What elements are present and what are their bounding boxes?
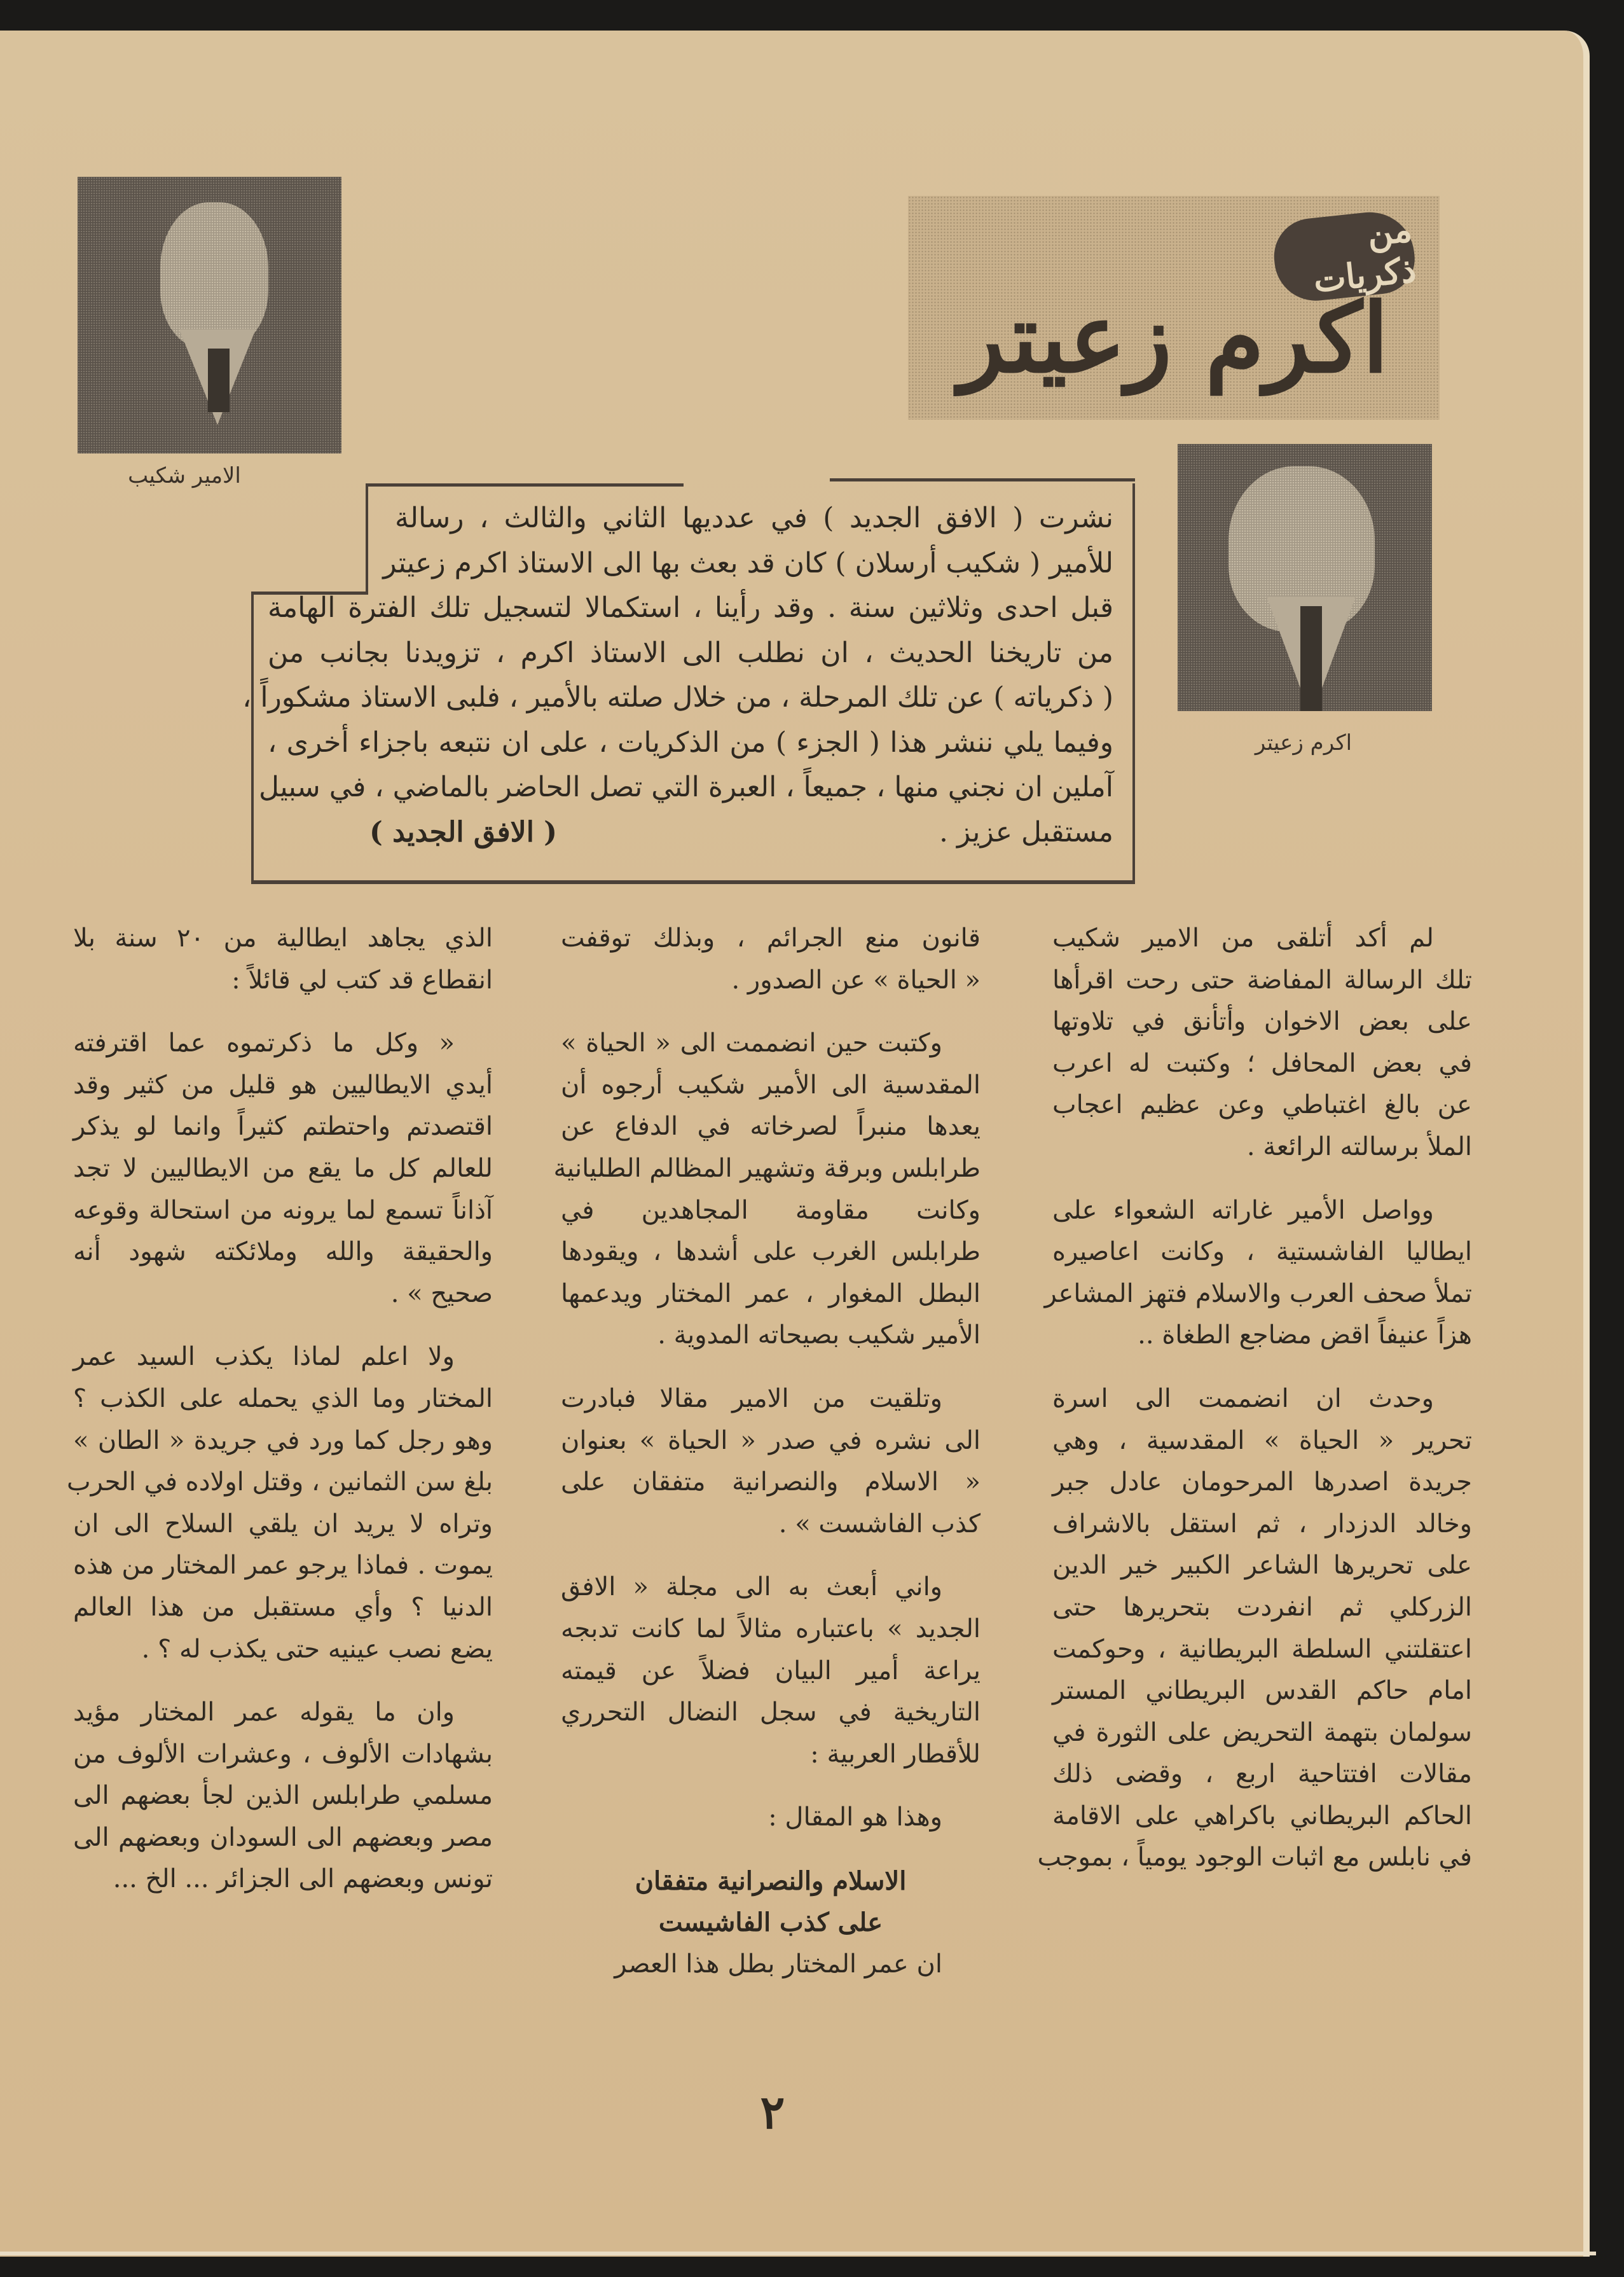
header-title: اكرم زعيتر [958, 282, 1389, 394]
text-line: مسلمي طرابلس الذين لجأ بعضهم الى [73, 1781, 493, 1811]
page-number: ٢ [760, 2085, 785, 2139]
heading-line: الاسلام والنصرانية متفقان [635, 1865, 907, 1896]
text-line: يموت . فماذا يرجو عمر المختار من هذه [73, 1551, 493, 1581]
text-line: المختار وما الذي يحمله على الكذب ؟ [73, 1383, 493, 1413]
paragraph [561, 1797, 981, 1839]
text-line: الى نشره في صدر « الحياة » بعنوان [561, 1425, 981, 1455]
frame-line [251, 592, 254, 884]
text-line: « الحياة » عن الصدور . [731, 965, 981, 995]
frame-line [1132, 483, 1135, 884]
text-line: طرابلس الغرب على أشدها ، ويقودها [561, 1237, 981, 1267]
header-title-block [908, 196, 1440, 420]
intro-last-line [268, 810, 1113, 855]
text-line: صحيح » . [390, 1278, 493, 1308]
intro-line: نشرت ( الافق الجديد ) في عدديها الثاني والثالث ، رسالة [395, 502, 1113, 534]
text-line: والحقيقة والله وملائكته شهود أنه [73, 1237, 493, 1267]
paragraph-gap [561, 1775, 981, 1797]
magazine-page [0, 31, 1590, 2257]
page-edge [0, 2252, 1596, 2255]
text-line: امام حاكم القدس البريطاني المستر [1052, 1676, 1472, 1706]
paragraph-gap [561, 1839, 981, 1860]
paragraph-gap [561, 1545, 981, 1567]
text-line: البطل المغوار ، عمر المختار ويدعمها [561, 1278, 981, 1308]
text-line: « وكل ما ذكرتموه عما اقترفته [73, 1028, 455, 1058]
intro-box [242, 483, 1135, 884]
text-line: قانون منع الجرائم ، وبذلك توقفت [561, 924, 981, 953]
text-line: كذب الفاشست » . [778, 1509, 981, 1539]
text-line: يراعة أمير البيان فضلاً عن قيمته [561, 1656, 981, 1685]
text-line: الجديد » باعتباره مثالاً لما كانت تدبجه [561, 1614, 981, 1644]
text-line: « الاسلام والنصرانية متفقان على [561, 1467, 981, 1497]
text-line: جريدة اصدرها المرحومان عادل جبر [1052, 1467, 1472, 1497]
text-line: في نابلس مع اثبات الوجود يومياً ، بموجب [1037, 1843, 1472, 1872]
column-right [1037, 918, 1472, 1879]
text-line: وهذا هو المقال : [768, 1803, 942, 1832]
text-line: على بعض الاخوان وأتأنق في تلاوتها [1052, 1007, 1472, 1037]
text-line: الذي يجاهد ايطالية من ٢٠ سنة بلا [73, 924, 493, 953]
paragraph [1044, 1190, 1472, 1357]
paragraph-gap [561, 1357, 981, 1378]
text-line: يعدها منبراً لصرخاته في الدفاع عن [561, 1112, 981, 1142]
text-line: ولا اعلم لماذا يكذب السيد عمر [73, 1342, 455, 1372]
text-line: التاريخية في سجل النضال التحرري [561, 1698, 981, 1727]
text-line: تحرير « الحياة » المقدسية ، وهي [1052, 1425, 1472, 1455]
paragraph [73, 1023, 493, 1315]
intro-line: مستقبل عزيز . [939, 815, 1113, 848]
text-line: هزاً عنيفاً اقض مضاجع الطغاة .. [1138, 1320, 1472, 1350]
text-line: وخالد الدزدار ، ثم استقل بالاشراف [1052, 1509, 1472, 1539]
photo-shakib [78, 177, 341, 453]
paragraph [1052, 918, 1472, 1168]
text-line: تلك الرسالة المفاضة حتى رحت اقرأها [1052, 965, 1472, 995]
portrait-tie [1300, 606, 1322, 711]
heading-line: على كذب الفاشيست [658, 1907, 883, 1938]
frame-line [366, 483, 684, 487]
text-line: سولمان بتهمة التحريض على الثورة في [1052, 1717, 1472, 1747]
header-kicker: من ذكريات [1311, 208, 1419, 301]
text-line: واني أبعث به الى مجلة « الافق [561, 1572, 942, 1602]
intro-signature: ( الافق الجديد ) [369, 815, 558, 848]
paragraph-gap [561, 1001, 981, 1023]
paragraph [561, 918, 981, 1001]
paragraph [561, 1378, 981, 1545]
frame-line [251, 880, 1135, 884]
intro-text [242, 496, 1113, 855]
text-line: وان ما يقوله عمر المختار مؤيد [73, 1698, 455, 1727]
text-line: وتلقيت من الامير مقالا فبادرت [561, 1383, 942, 1413]
text-line: اعتقلتني السلطة البريطانية ، وحوكمت [1052, 1634, 1472, 1664]
text-line: على تحريرها الشاعر الكبير خير الدين [1052, 1551, 1472, 1581]
paragraph [561, 1567, 981, 1775]
text-line: وواصل الأمير غاراته الشعواء على [1052, 1195, 1434, 1225]
text-line: بلغ سن الثمانين ، وقتل اولاده في الحرب [67, 1467, 493, 1497]
text-line: الملأ برسالته الرائعة . [1246, 1132, 1472, 1161]
paragraph-gap [1052, 1168, 1472, 1190]
text-line: ان عمر المختار بطل هذا العصر [614, 1949, 942, 1979]
text-line: بشهادات الألوف ، وعشرات الألوف من [73, 1739, 493, 1769]
text-line: تونس وبعضهم الى الجزائر ... الخ ... [113, 1864, 493, 1894]
text-line: انقطاع قد كتب لي قائلاً : [231, 965, 493, 995]
text-line: تملأ صحف العرب والاسلام فتهز المشاعر [1044, 1278, 1472, 1308]
photo-zuaiter [1178, 444, 1432, 711]
paragraph [553, 1023, 981, 1357]
text-line: مصر وبعضهم الى السودان وبعضهم الى [73, 1822, 493, 1852]
intro-line: قبل احدى وثلاثين سنة . وقد رأينا ، استكمالا لتسجيل تلك الفترة الهامة [268, 592, 1113, 624]
paragraph [1037, 1378, 1472, 1879]
caption-shakib: الامير شكيب [128, 463, 241, 488]
intro-line: للأمير ( شكيب أرسلان ) كان قد بعث بها الى الاستاذ اكرم زعيتر [383, 546, 1113, 579]
frame-line [830, 478, 1135, 481]
text-line: للأقطار العربية : [810, 1739, 981, 1769]
article-heading [561, 1860, 981, 1944]
text-line: الدنيا ؟ وأي مستقبل من هذا العالم [73, 1592, 493, 1622]
paragraph-gap [73, 1001, 493, 1023]
text-line: عن بالغ اغتباطي وعن عظيم اعجاب [1052, 1090, 1472, 1120]
text-line: مقالات افتتاحية اربع ، وقضى ذلك [1052, 1759, 1472, 1789]
text-line: آذاناً تسمع لما يرونه من استحالة وقوعه [73, 1195, 493, 1225]
column-middle [553, 918, 981, 1986]
text-line: للعالم كل ما يقع من الايطاليين لا تجد [73, 1153, 493, 1183]
text-line: وكتبت حين انضممت الى « الحياة » [561, 1028, 942, 1058]
text-line: الزركلي ثم انفردت بتحريرها حتى [1052, 1592, 1472, 1622]
text-line: وهو رجل كما ورد في جريدة « الطان » [73, 1425, 493, 1455]
text-line: ايطاليا الفاشستية ، وكانت اعاصيره [1052, 1237, 1472, 1267]
text-line: طرابلس وبرقة وتشهير المظالم الطليانية [553, 1153, 981, 1183]
text-line: وتراه لا يريد ان يلقي السلاح الى ان [73, 1509, 493, 1539]
paragraph-gap [73, 1315, 493, 1336]
intro-line: من تاريخنا الحديث ، ان نطلب الى الاستاذ اكرم ، تزويدنا بجانب من [268, 636, 1113, 669]
paragraph [73, 918, 493, 1001]
text-line: الحاكم البريطاني باكراهي على الاقامة [1052, 1801, 1472, 1831]
text-line: المقدسية الى الأمير شكيب أرجوه أن [561, 1070, 981, 1100]
portrait-face [160, 202, 268, 349]
text-line: يضع نصب عينيه حتى يكذب له ؟ . [141, 1634, 493, 1664]
intro-line: ( ذكرياته ) عن تلك المرحلة ، من خلال صلته بالأمير ، فلبى الاستاذ مشكوراً ، [242, 681, 1113, 714]
text-line: وحدث ان انضممت الى اسرة [1052, 1383, 1434, 1413]
text-line: الأمير شكيب بصيحاته المدوية . [657, 1320, 981, 1350]
text-line: لم أكد أتلقى من الامير شكيب [1052, 924, 1434, 953]
text-line: وكانت مقاومة المجاهدين في [561, 1195, 981, 1225]
intro-line: آملين ان نجني منها ، جميعاً ، العبرة التي تصل الحاضر بالماضي ، في سبيل [259, 771, 1113, 803]
portrait-tie [208, 349, 230, 412]
paragraph [73, 1692, 493, 1900]
text-line: اقتصدتم واحتطتم كثيراً وانما لو يذكر [73, 1112, 493, 1142]
paragraph [67, 1336, 493, 1670]
caption-zuaiter: اكرم زعيتر [1255, 730, 1352, 756]
text-line: أيدي الايطاليين هو قليل من كثير وقد [73, 1070, 493, 1100]
paragraph-gap [73, 1670, 493, 1692]
text-line: في بعض المحافل ؛ وكتبت له اعرب [1052, 1048, 1472, 1078]
paragraph-gap [1052, 1357, 1472, 1378]
column-left [67, 918, 493, 1900]
intro-line: وفيما يلي ننشر هذا ( الجزء ) من الذكريات ، على ان نتبعه باجزاء أخرى ، [268, 726, 1113, 759]
